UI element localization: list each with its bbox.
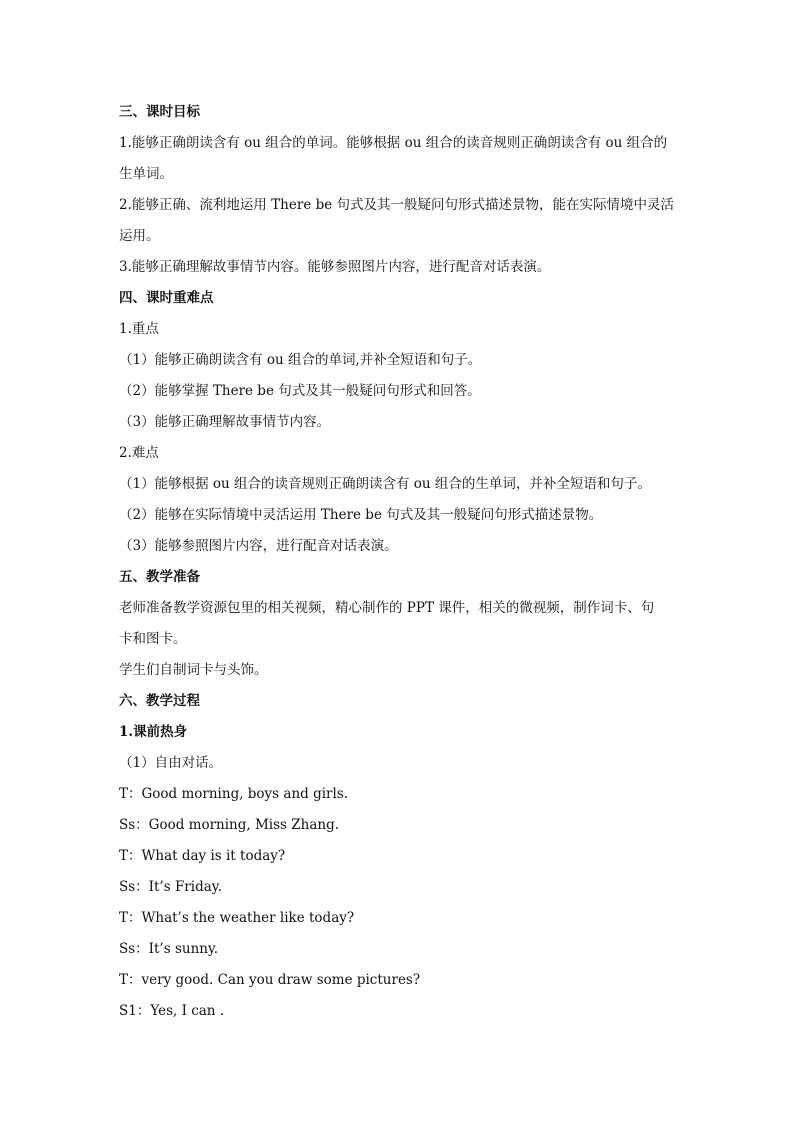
difficult-point-1: （1）能够根据 ou 组合的读音规则正确朗读含有 ou 组合的生单词，并补全短语和句子。	[119, 476, 651, 492]
dialogue-line-3: T：What day is it today?	[119, 848, 286, 864]
dialogue-line-2: Ss：Good morning, Miss Zhang.	[119, 817, 340, 833]
step-1-title: 1.课前热身	[119, 724, 188, 740]
dialogue-line-1: T：Good morning, boys and girls.	[119, 786, 349, 802]
dialogue-line-7: T：very good. Can you draw some pictures?	[119, 972, 421, 988]
section-heading-process: 六、教学过程	[119, 693, 200, 709]
dialogue-line-4: Ss：It’s Friday.	[119, 879, 222, 895]
preparation-1-line-1: 老师准备教学资源包里的相关视频，精心制作的 PPT 课件，相关的微视频，制作词卡、句	[119, 600, 655, 616]
dialogue-line-5: T：What’s the weather like today?	[119, 910, 355, 926]
goal-2-line-1: 2.能够正确、流利地运用 There be 句式及其一般疑问句形式描述景物，能在实际情境中灵活	[119, 197, 675, 213]
key-point-3: （3）能够正确理解故事情节内容。	[119, 414, 331, 430]
dialogue-line-6: Ss：It’s sunny.	[119, 941, 219, 957]
preparation-1-line-2: 卡和图卡。	[119, 631, 187, 647]
section-heading-key-difficult: 四、课时重难点	[119, 290, 214, 306]
preparation-2: 学生们自制词卡与头饰。	[119, 662, 268, 678]
goal-3: 3.能够正确理解故事情节内容。能够参照图片内容，进行配音对话表演。	[119, 259, 551, 275]
goal-1-line-2: 生单词。	[119, 166, 173, 182]
goal-2-line-2: 运用。	[119, 228, 160, 244]
key-points-title: 1.重点	[119, 321, 159, 337]
difficult-point-2: （2）能够在实际情境中灵活运用 There be 句式及其一般疑问句形式描述景物。	[119, 507, 603, 523]
section-heading-goals: 三、课时目标	[119, 104, 200, 120]
free-talk-label: （1）自由对话。	[119, 755, 223, 771]
difficult-point-3: （3）能够参照图片内容，进行配音对话表演。	[119, 538, 398, 554]
key-point-1: （1）能够正确朗读含有 ou 组合的单词,并补全短语和句子。	[119, 352, 482, 368]
key-point-2: （2）能够掌握 There be 句式及其一般疑问句形式和回答。	[119, 383, 481, 399]
section-heading-preparation: 五、教学准备	[119, 569, 200, 585]
dialogue-line-8: S1：Yes, I can .	[119, 1003, 225, 1019]
goal-1-line-1: 1.能够正确朗读含有 ou 组合的单词。能够根据 ou 组合的读音规则正确朗读含有 ou 组合的	[119, 135, 668, 151]
difficult-points-title: 2.难点	[119, 445, 159, 461]
